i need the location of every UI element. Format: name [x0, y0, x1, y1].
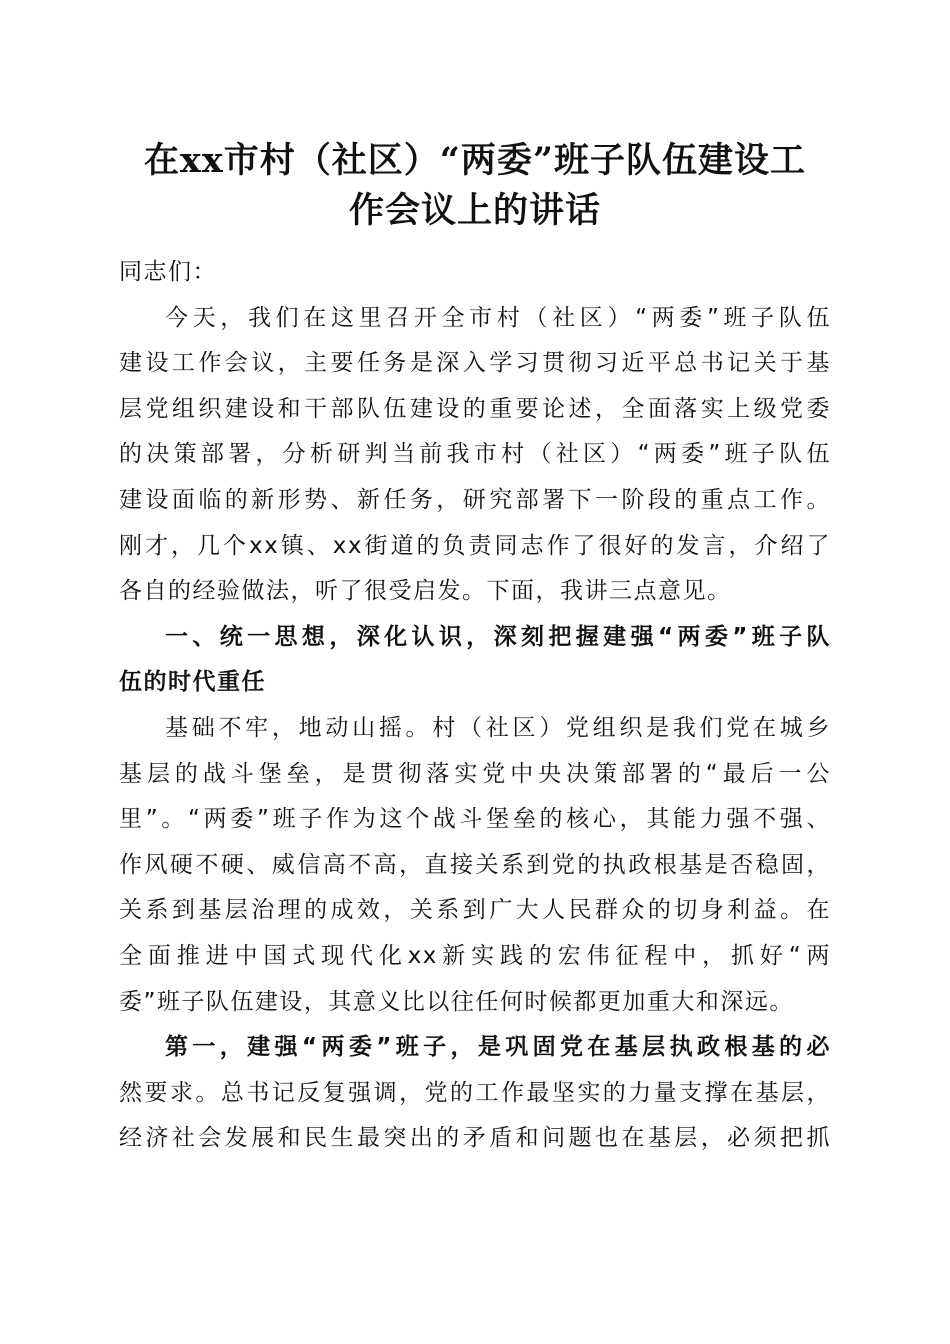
paragraph-1-line: 各自的经验做法，听了很受启发。下面，我讲三点意见。: [119, 578, 732, 605]
section-heading-line: 伍的时代重任: [119, 669, 266, 696]
paragraph-2-line: 关系到基层治理的成效，关系到广大人民群众的切身利益。在: [119, 897, 831, 924]
section-heading-line: 一、统一思想，深化认识，深刻把握建强“两委”班子队: [165, 623, 831, 650]
paragraph-1-line: 刚才，几个xx镇、xx街道的负责同志作了很好的发言，介绍了: [119, 532, 831, 559]
paragraph-1-line: 今天，我们在这里召开全市村（社区）“两委”班子队伍: [165, 304, 831, 331]
paragraph-1-line: 的决策部署，分析研判当前我市村（社区）“两委”班子队伍: [119, 441, 831, 468]
paragraph-3-line: 经济社会发展和民生最突出的矛盾和问题也在基层，必须把抓: [119, 1125, 831, 1152]
title-line-2: 作会议上的讲话: [348, 190, 601, 231]
document-title: [100, 136, 850, 236]
document-body: [119, 250, 831, 1162]
paragraph-1-line: 建设面临的新形势、新任务，研究部署下一阶段的重点工作。: [119, 486, 831, 513]
paragraph-1-line: 层党组织建设和干部队伍建设的重要论述，全面落实上级党委: [119, 395, 831, 422]
paragraph-2-line: 基层的战斗堡垒，是贯彻落实党中央决策部署的“最后一公: [119, 760, 831, 787]
salutation: 同志们：: [119, 259, 217, 285]
paragraph-3-line: 然要求。总书记反复强调，党的工作最坚实的力量支撑在基层，: [119, 1079, 831, 1106]
paragraph-3-line: 第一，建强“两委”班子，是巩固党在基层执政根基的必: [165, 1034, 831, 1061]
paragraph-1-line: 建设工作会议，主要任务是深入学习贯彻习近平总书记关于基: [119, 350, 831, 377]
paragraph-2-line: 作风硬不硬、威信高不高，直接关系到党的执政根基是否稳固，: [119, 851, 831, 878]
paragraph-2-line: 基础不牢，地动山摇。村（社区）党组织是我们党在城乡: [165, 714, 831, 741]
paragraph-2-line: 委”班子队伍建设，其意义比以往任何时候都更加重大和深远。: [119, 988, 794, 1015]
title-line-1: 在xx市村（社区）“两委”班子队伍建设工: [144, 140, 806, 181]
paragraph-2-line: 里”。“两委”班子作为这个战斗堡垒的核心，其能力强不强、: [119, 806, 831, 833]
paragraph-2-line: 全面推进中国式现代化xx新实践的宏伟征程中，抓好“两: [119, 942, 831, 969]
